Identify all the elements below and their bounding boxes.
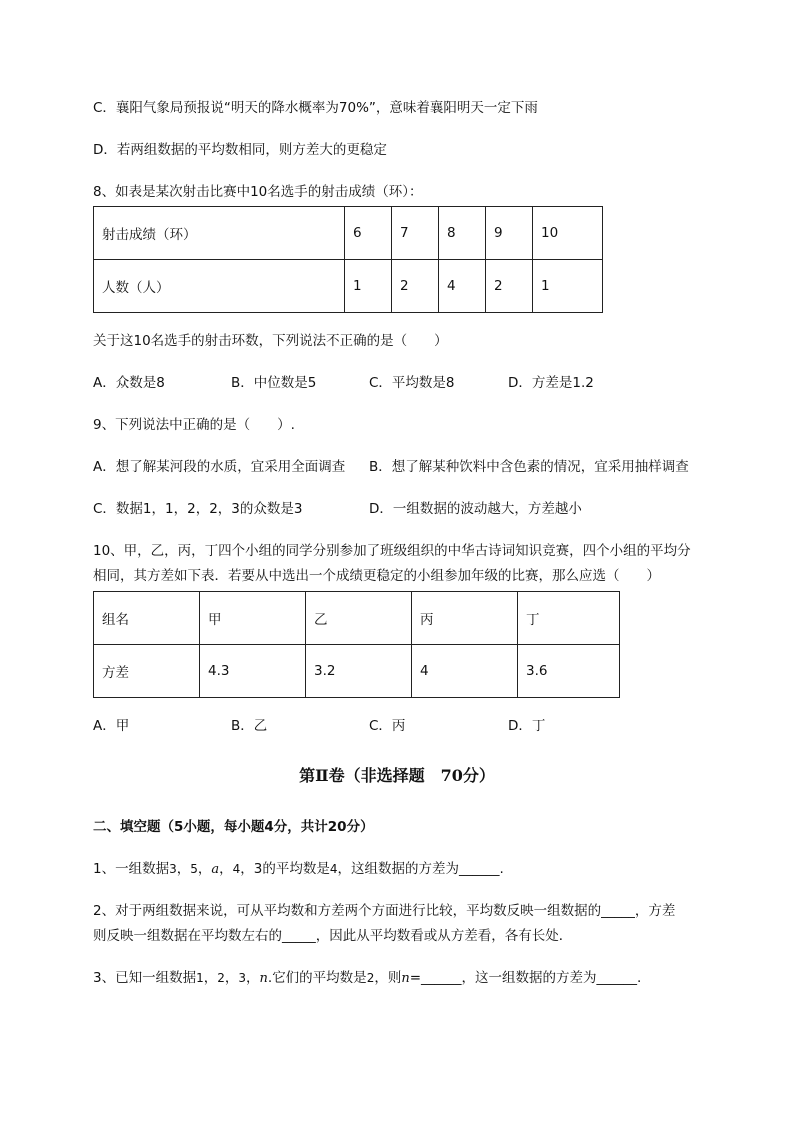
q10-variance-table (93, 591, 620, 698)
question-10-line1: 10、甲，乙，丙，丁四个小组的同学分别参加了班级组织的中华古诗词知识竞赛，四个小组的平均分 (93, 543, 691, 559)
q10-table-cell: 组名 (94, 592, 200, 645)
q10-table-cell: 4 (412, 645, 518, 698)
q10-option-d: D．丁 (508, 718, 546, 734)
q8-table-cell: 7 (392, 207, 439, 260)
q10-table-cell: 方差 (94, 645, 200, 698)
q8-table-header-count: 人数（人） (94, 260, 345, 313)
q9-option-c: C．数据1，1，2，2，3的众数是3 (93, 501, 303, 517)
q8-table-cell: 9 (486, 207, 533, 260)
option-c-statement: C．襄阳气象局预报说“明天的降水概率为70%”，意味着襄阳明天一定下雨 (93, 100, 538, 116)
q10-table-cell: 3.2 (306, 645, 412, 698)
fill-q1-variable: a (211, 862, 220, 877)
fill-q1-number: 4 (232, 862, 241, 876)
q10-option-a: A．甲 (93, 718, 130, 734)
fill-q3-variable: n (259, 971, 268, 986)
q10-table-cell: 乙 (306, 592, 412, 645)
question-9: 9、下列说法中正确的是（ ）. (93, 417, 295, 433)
fill-question-1: 1、一组数据3，5，a，4，3的平均数是4，这组数据的方差为______. (93, 861, 504, 877)
fill-in-heading: 二、填空题（5小题，每小题4分，共计20分） (93, 819, 374, 835)
q8-table-cell: 4 (439, 260, 486, 313)
fill-q3-variable: n (401, 971, 410, 986)
q10-table-cell: 甲 (200, 592, 306, 645)
fill-q1-text: 3的平均数是 (253, 861, 330, 877)
fill-q3-number: 2 (217, 971, 225, 985)
q10-table-cell: 4.3 (200, 645, 306, 698)
fill-q1-text: 1、一组数据 (93, 861, 170, 877)
q9-option-d: D．一组数据的波动越大，方差越小 (369, 501, 582, 517)
q10-option-b: B．乙 (231, 718, 268, 734)
q8-score-table (93, 206, 603, 313)
question-8: 8、如表是某次射击比赛中10名选手的射击成绩（环）： (93, 184, 423, 200)
q10-table-cell: 3.6 (518, 645, 620, 698)
q8-table-header-score: 射击成绩（环） (94, 207, 345, 260)
fill-q3-text: ，则 (374, 970, 402, 986)
q9-option-b: B．想了解某种饮料中含色素的情况，宜采用抽样调查 (369, 459, 689, 475)
q8-option-a: A．众数是8 (93, 375, 165, 391)
q8-option-d: D．方差是1.2 (508, 375, 594, 391)
section-title: 第Ⅱ卷（非选择题 70分） (299, 766, 495, 785)
q8-option-b: B．中位数是5 (231, 375, 317, 391)
fill-q3-number: 1 (196, 971, 204, 985)
fill-q1-number: 5 (190, 862, 198, 876)
q10-option-c: C．丙 (369, 718, 406, 734)
fill-q3-text: 3、已知一组数据 (93, 970, 197, 986)
fill-q1-number: 4 (329, 862, 338, 876)
question-10-line2: 相同，其方差如下表．若要从中选出一个成绩更稳定的小组参加年级的比赛，那么应选（ ） (93, 568, 660, 584)
fill-q1-number: 3 (169, 862, 177, 876)
fill-question-2-line2: 则反映一组数据在平均数左右的_____，因此从平均数看或从方差看，各有长处． (93, 928, 573, 944)
q8-table-cell: 10 (533, 207, 603, 260)
q10-table-cell: 丙 (412, 592, 518, 645)
fill-q1-text: ，这组数据的方差为______. (337, 861, 504, 877)
fill-q3-text: =______，这一组数据的方差为______. (409, 970, 642, 986)
fill-q3-number: 3 (238, 971, 247, 985)
q10-table-cell: 丁 (518, 592, 620, 645)
q8-table-cell: 2 (392, 260, 439, 313)
option-d-statement: D．若两组数据的平均数相同，则方差大的更稳定 (93, 142, 387, 158)
q8-table-cell: 6 (345, 207, 392, 260)
fill-question-2-line1: 2、对于两组数据来说，可从平均数和方差两个方面进行比较，平均数反映一组数据的_____，方差 (93, 903, 676, 919)
q8-table-cell: 1 (345, 260, 392, 313)
q8-table-cell: 1 (533, 260, 603, 313)
q8-table-cell: 2 (486, 260, 533, 313)
question-8-ask: 关于这10名选手的射击环数，下列说法不正确的是（ ） (93, 333, 448, 349)
fill-q3-text: 它们的平均数是 (272, 970, 367, 986)
fill-question-3: 3、已知一组数据1，2，3，n.它们的平均数是2，则n=______，这一组数据的方差为______. (93, 970, 642, 986)
q8-table-cell: 8 (439, 207, 486, 260)
q9-option-a: A．想了解某河段的水质，宜采用全面调查 (93, 459, 346, 475)
q8-option-c: C．平均数是8 (369, 375, 455, 391)
fill-q3-number: 2 (366, 971, 375, 985)
